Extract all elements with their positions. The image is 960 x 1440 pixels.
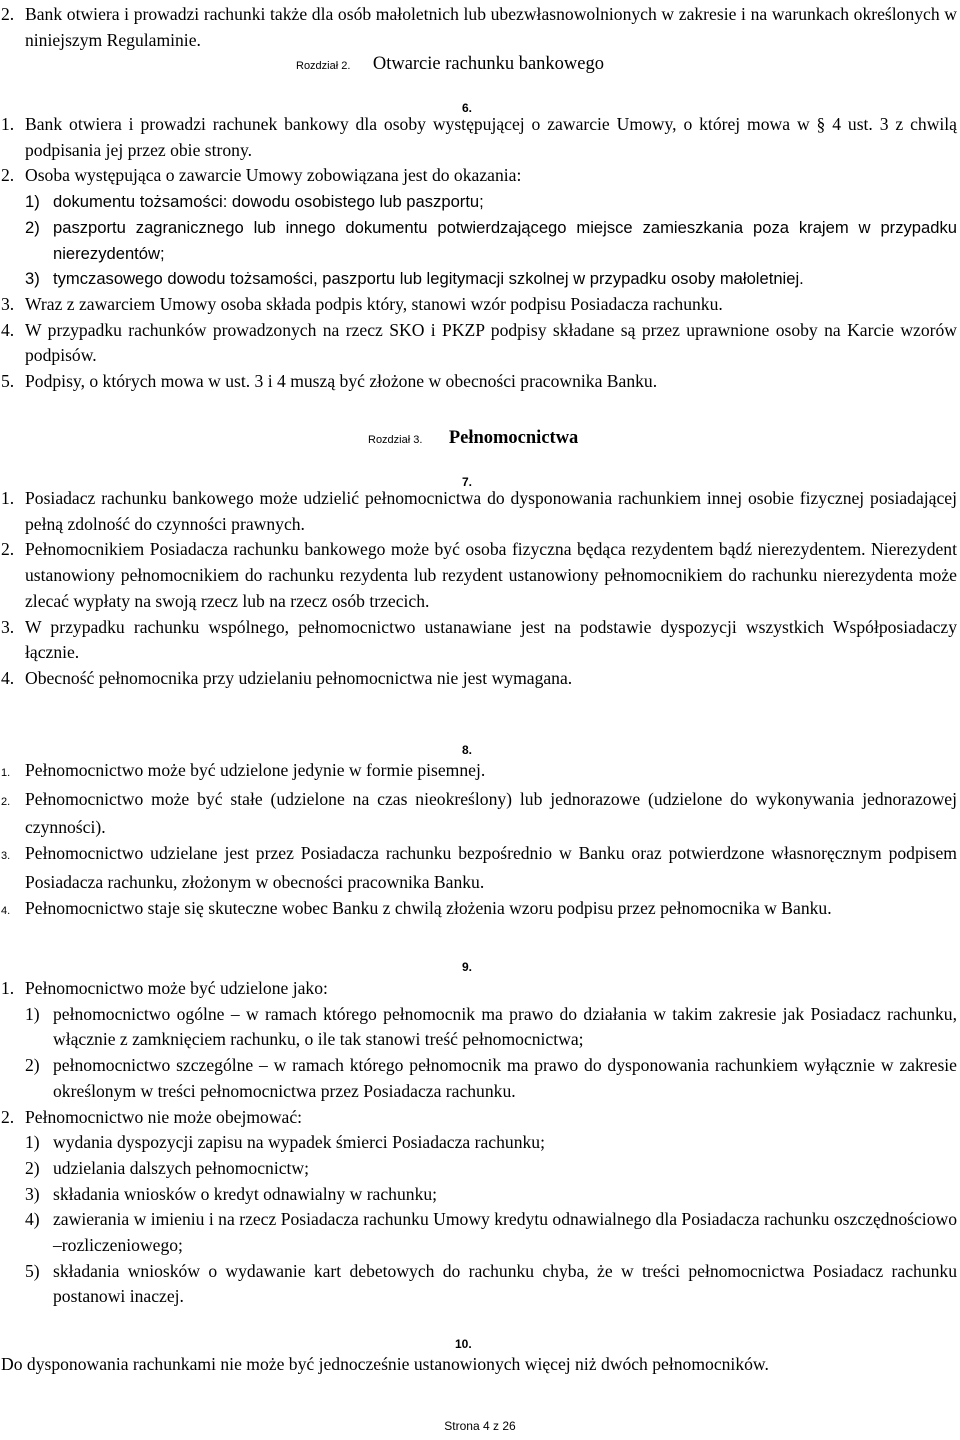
list-item: 4. Obecność pełnomocnika przy udzielaniu pełnomocnictwa nie jest wymagana. [1,667,573,688]
page-footer: Strona 4 z 26 [444,1419,516,1433]
sub-item: 2) udzielania dalszych pełnomocnictw; [25,1157,309,1178]
list-item: 3. Wraz z zawarciem Umowy osoba składa podpis który, stanowi wzór podpisu Posiadacza rachunku. [1,293,723,314]
list-item: 4. Pełnomocnictwo staje się skuteczne wobec Banku z chwilą złożenia wzoru podpisu przez pełnomocnika w Banku. [1,897,832,918]
sub-item: 2) pełnomocnictwo szczególne – w ramach którego pełnomocnik ma prawo do dysponowania rachunkiem wyłącznie w zakresie określonym w treści pełnomocnictwa przez Posiadacza rachunku. [25,1055,957,1101]
section-number: 10. [455,1337,472,1351]
sub-item: 1) dokumentu tożsamości: dowodu osobistego lub paszportu; [25,192,484,212]
section-number: 9. [462,960,473,974]
list-item: 1. Bank otwiera i prowadzi rachunek bankowy dla osoby występującej o zawarcie Umowy, o której mowa w § 4 ust. 3 z chwilą podpisania jej przez obie strony. [1,114,957,160]
list-item: 2. Osoba występująca o zawarcie Umowy zobowiązana jest do okazania: [1,165,522,186]
section-number: 6. [462,101,473,115]
sub-item: 4) zawierania w imieniu i na rzecz Posiadacza rachunku Umowy kredytu odnawialnego dla Posiadacza rachunku oszczędnościowo –rozliczeniowego; [25,1209,957,1256]
paragraph-top [1,2,957,53]
list-item: 3. Pełnomocnictwo udzielane jest przez Posiadacza rachunku bezpośrednio w Banku oraz potwierdzone własnoręcznym podpisem Posiadacza rachunku, złożonym w obecności pracownika Banku. [1,843,957,892]
list-item: 2. Pełnomocnictwo może być stałe (udzielone na czas nieokreślony) lub jednorazowe (udzielone do wykonywania jednorazowej czynności). [1,788,957,838]
sub-item: 2) paszportu zagranicznego lub innego dokumentu potwierdzającego miejsce zamieszkania poza krajem w przypadku nierezydentów; [25,217,957,263]
list-item: 1. Posiadacz rachunku bankowego może udzielić pełnomocnictwa do dysponowania rachunkiem innej osobie fizycznej posiadającej pełną zdolność do czynności prawnych. [1,488,957,534]
chapter-heading [296,51,604,80]
list-item: 2. Bank otwiera i prowadzi rachunki także dla osób małoletnich lub ubezwłasnowolnionych w zakresie i na warunkach określonych w niniejszym Regulaminie. [1,4,957,50]
section-number: 8. [462,743,473,757]
section-7 [1,486,957,692]
chapter-label: Rozdział 2. [296,60,351,72]
sub-item: 5) składania wniosków o wydawanie kart debetowych do rachunku chyba, że w treści pełnomocnictwa Posiadacz rachunku postanowi inaczej. [25,1260,957,1307]
section-10 [1,1352,957,1378]
list-item: 2. Pełnomocnictwo nie może obejmować: [1,1106,303,1127]
chapter-label: Rozdział 3. [368,434,423,446]
list-item: 5. Podpisy, o których mowa w ust. 3 i 4 muszą być złożone w obecności pracownika Banku. [1,371,658,392]
section-9 [1,976,957,1310]
sub-item: 1) pełnomocnictwo ogólne – w ramach którego pełnomocnik ma prawo do działania w takim zakresie jak Posiadacz rachunku, włącznie z zamknięciem rachunku, o ile tak stanowi treść pełnomocnictwa; [25,1003,957,1050]
list-item: 3. W przypadku rachunku wspólnego, pełnomocnictwo ustanawiane jest na podstawie dyspozycji wszystkich Współposiadaczy łącznie. [1,616,957,663]
list-item: 4. W przypadku rachunków prowadzonych na rzecz SKO i PKZP podpisy składane są przez uprawnione osoby na Karcie wzorów podpisów. [1,319,957,366]
list-item: 1. Pełnomocnictwo może być udzielone jedynie w formie pisemnej. [1,760,486,780]
sub-item: 3) składania wniosków o kredyt odnawialny w rachunku; [25,1183,438,1204]
sub-item: 1) wydania dyspozycji zapisu na wypadek śmierci Posiadacza rachunku; [25,1132,545,1153]
sub-item: 3) tymczasowego dowodu tożsamości, paszportu lub legitymacji szkolnej w przypadku osoby małoletniej. [25,269,804,289]
chapter-title: Otwarcie rachunku bankowego [372,54,604,74]
section-6 [1,112,957,395]
chapter-title: Pełnomocnictwa [448,428,579,448]
section-8 [1,758,957,924]
list-item: 1. Pełnomocnictwo może być udzielone jako: [1,978,328,998]
paragraph-text: Do dysponowania rachunkami nie może być jednocześnie ustanowionych więcej niż dwóch pełnomocników. [1,1354,769,1374]
section-number: 7. [462,475,473,489]
chapter-heading [368,425,578,454]
list-item: 2. Pełnomocnikiem Posiadacza rachunku bankowego może być osoba fizyczna będąca rezydentem bądź nierezydentem. Nierezydent ustanowiony pełnomocnikiem do rachunku rezydenta lub rezydent ustanowiony pełnomocnikiem do rachunku nierezydenta może zlecać wypłaty na swoją rzecz lub na rzecz osób trzecich. [1,539,957,611]
